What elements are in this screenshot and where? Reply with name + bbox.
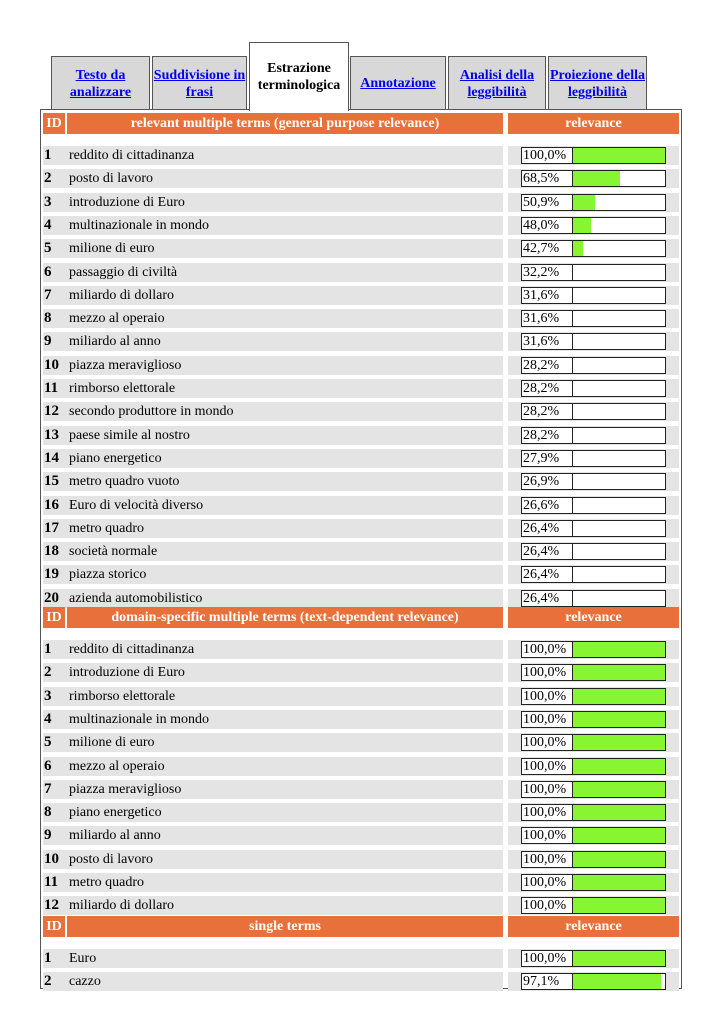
relevance-percent: 100,0% — [522, 782, 573, 797]
relevance-meter — [521, 217, 666, 234]
relevance-percent: 31,6% — [522, 288, 573, 303]
relevance-percent: 100,0% — [522, 689, 573, 704]
relevance-meter — [521, 194, 666, 211]
relevance-percent: 26,6% — [522, 498, 573, 513]
column-header-id: ID — [43, 916, 65, 937]
row-id: 14 — [44, 449, 59, 466]
relevance-meter — [521, 520, 666, 537]
row-id: 7 — [44, 286, 52, 303]
relevance-percent: 28,2% — [522, 428, 573, 443]
row-term: reddito di cittadinanza — [69, 148, 195, 163]
relevance-meter — [521, 827, 666, 844]
relevance-meter — [521, 711, 666, 728]
row-id: 2 — [44, 170, 52, 187]
relevance-percent: 26,4% — [522, 567, 573, 582]
relevance-percent: 100,0% — [522, 875, 573, 890]
tab-annotazione[interactable] — [350, 56, 446, 110]
row-term: piazza storico — [69, 567, 147, 583]
section-title: domain-specific multiple terms (text-dependent relevance) — [67, 607, 503, 628]
row-id: 15 — [44, 473, 59, 490]
section-title: single terms — [67, 916, 503, 937]
section-title: relevant multiple terms (general purpose relevance) — [67, 113, 503, 134]
relevance-meter — [521, 950, 666, 967]
row-term: piazza meraviglioso — [69, 357, 182, 373]
row-term: miliardo di dollaro — [69, 898, 174, 914]
row-id: 5 — [44, 734, 52, 751]
relevance-percent: 100,0% — [522, 759, 573, 774]
relevance-percent: 27,9% — [522, 451, 573, 466]
relevance-percent: 31,6% — [522, 311, 573, 326]
row-background — [43, 972, 503, 991]
relevance-meter — [521, 641, 666, 658]
relevance-percent: 50,9% — [522, 195, 573, 210]
row-term: reddito di cittadinanza — [69, 642, 195, 657]
row-id: 6 — [44, 757, 52, 774]
column-header-id: ID — [43, 607, 65, 628]
row-id: 11 — [44, 874, 59, 890]
row-term: metro quadro — [69, 875, 145, 890]
relevance-percent: 100,0% — [522, 828, 573, 843]
relevance-percent: 32,2% — [522, 265, 573, 280]
row-term: miliardo al anno — [69, 828, 161, 844]
tab-testo-da-analizzare[interactable] — [51, 56, 150, 110]
relevance-meter — [521, 170, 666, 187]
tab-estrazione-terminologica — [249, 42, 349, 111]
row-term: multinazionale in mondo — [69, 217, 209, 233]
row-term: metro quadro — [69, 520, 145, 536]
row-term: piano energetico — [69, 450, 162, 466]
row-term: introduzione di Euro — [69, 665, 185, 681]
tab-label[interactable]: Suddivisione in frasi — [153, 67, 246, 100]
relevance-meter — [521, 147, 666, 164]
relevance-percent: 100,0% — [522, 665, 573, 680]
row-term: società normale — [69, 544, 158, 560]
row-id: 18 — [44, 543, 59, 560]
relevance-meter — [521, 851, 666, 868]
relevance-meter — [521, 781, 666, 798]
row-term: azienda automobilistico — [69, 590, 203, 606]
row-id: 17 — [44, 519, 59, 536]
relevance-percent: 97,1% — [522, 974, 573, 989]
row-id: 4 — [44, 710, 52, 727]
row-id: 19 — [44, 566, 59, 583]
tab-bar — [51, 42, 647, 110]
tab-suddivisione-in-frasi[interactable] — [152, 56, 247, 110]
relevance-percent: 100,0% — [522, 951, 573, 966]
row-term: milione di euro — [69, 735, 155, 751]
relevance-meter — [521, 333, 666, 350]
tab-label: Estrazione terminologica — [257, 61, 341, 93]
relevance-meter — [521, 897, 666, 914]
row-id: 2 — [44, 664, 52, 681]
relevance-meter — [521, 804, 666, 821]
relevance-percent: 26,9% — [522, 474, 573, 489]
row-term: metro quadro vuoto — [69, 474, 180, 490]
row-id: 1 — [44, 147, 52, 163]
terms-panel — [40, 109, 682, 989]
row-term: mezzo al operaio — [69, 758, 165, 774]
row-id: 16 — [44, 496, 59, 513]
row-id: 9 — [44, 827, 52, 844]
relevance-meter — [521, 427, 666, 444]
relevance-meter — [521, 310, 666, 327]
relevance-meter — [521, 734, 666, 751]
relevance-percent: 100,0% — [522, 148, 573, 163]
row-term: posto di lavoro — [69, 171, 153, 187]
relevance-percent: 26,4% — [522, 521, 573, 536]
relevance-percent: 100,0% — [522, 642, 573, 657]
relevance-percent: 26,4% — [522, 591, 573, 606]
relevance-meter — [521, 357, 666, 374]
row-term: miliardo al anno — [69, 334, 161, 350]
row-id: 6 — [44, 263, 52, 280]
row-term: secondo produttore in mondo — [69, 404, 234, 420]
relevance-percent: 26,4% — [522, 544, 573, 559]
column-header-relevance: relevance — [508, 916, 679, 937]
relevance-meter — [521, 664, 666, 681]
row-term: passaggio di civiltà — [69, 264, 178, 280]
relevance-meter — [521, 758, 666, 775]
relevance-meter — [521, 566, 666, 583]
row-background — [43, 949, 503, 968]
tab-proiezione-leggibilita[interactable] — [548, 56, 647, 110]
row-term: paese simile al nostro — [69, 427, 190, 443]
row-term: piazza meraviglioso — [69, 781, 182, 797]
row-term: miliardo di dollaro — [69, 287, 174, 303]
row-id: 3 — [44, 687, 52, 704]
row-term: milione di euro — [69, 241, 155, 257]
column-header-relevance: relevance — [508, 113, 679, 134]
row-term: multinazionale in mondo — [69, 711, 209, 727]
relevance-percent: 42,7% — [522, 241, 573, 256]
row-term: Euro — [69, 951, 97, 966]
relevance-meter — [521, 264, 666, 281]
row-id: 5 — [44, 240, 52, 257]
row-id: 2 — [44, 973, 52, 990]
relevance-percent: 100,0% — [522, 712, 573, 727]
row-id: 4 — [44, 216, 52, 233]
tab-label[interactable]: Testo da analizzare — [69, 67, 132, 100]
relevance-meter — [521, 240, 666, 257]
relevance-meter — [521, 543, 666, 560]
relevance-meter — [521, 688, 666, 705]
relevance-percent: 48,0% — [522, 218, 573, 233]
relevance-meter — [521, 287, 666, 304]
relevance-meter — [521, 380, 666, 397]
row-id: 10 — [44, 850, 59, 867]
tab-label[interactable]: Annotazione — [360, 76, 436, 91]
row-id: 12 — [44, 897, 59, 914]
row-id: 13 — [44, 426, 59, 443]
row-id: 7 — [44, 780, 52, 797]
relevance-percent: 100,0% — [522, 898, 573, 913]
column-header-relevance: relevance — [508, 607, 679, 628]
relevance-meter — [521, 403, 666, 420]
row-id: 3 — [44, 193, 52, 210]
row-id: 9 — [44, 333, 52, 350]
relevance-percent: 28,2% — [522, 404, 573, 419]
relevance-meter — [521, 874, 666, 891]
relevance-percent: 100,0% — [522, 735, 573, 750]
row-id: 1 — [44, 641, 52, 657]
row-term: cazzo — [69, 974, 101, 990]
relevance-percent: 31,6% — [522, 334, 573, 349]
row-id: 8 — [44, 804, 52, 821]
row-term: piano energetico — [69, 805, 162, 821]
row-id: 1 — [44, 950, 52, 966]
column-header-id: ID — [43, 113, 65, 134]
tab-label[interactable]: Proiezione della leggibilità — [550, 67, 645, 100]
tab-analisi-leggibilita[interactable] — [448, 56, 546, 110]
row-id: 12 — [44, 403, 59, 420]
relevance-meter — [521, 450, 666, 467]
row-id: 10 — [44, 356, 59, 373]
tab-label[interactable]: Analisi della leggibilità — [459, 67, 535, 100]
relevance-percent: 28,2% — [522, 358, 573, 373]
relevance-percent: 100,0% — [522, 852, 573, 867]
row-id: 11 — [44, 380, 59, 396]
row-id: 8 — [44, 310, 52, 327]
row-term: rimborso elettorale — [69, 688, 176, 704]
relevance-percent: 68,5% — [522, 171, 573, 186]
row-term: introduzione di Euro — [69, 194, 185, 210]
relevance-percent: 100,0% — [522, 805, 573, 820]
relevance-meter — [521, 473, 666, 490]
row-term: posto di lavoro — [69, 851, 153, 867]
relevance-meter — [521, 590, 666, 607]
row-term: rimborso elettorale — [69, 381, 176, 396]
relevance-meter — [521, 497, 666, 514]
relevance-meter — [521, 973, 666, 990]
row-term: mezzo al operaio — [69, 311, 165, 327]
row-id: 20 — [44, 589, 59, 606]
relevance-percent: 28,2% — [522, 381, 573, 396]
row-term: Euro di velocità diverso — [69, 497, 204, 513]
